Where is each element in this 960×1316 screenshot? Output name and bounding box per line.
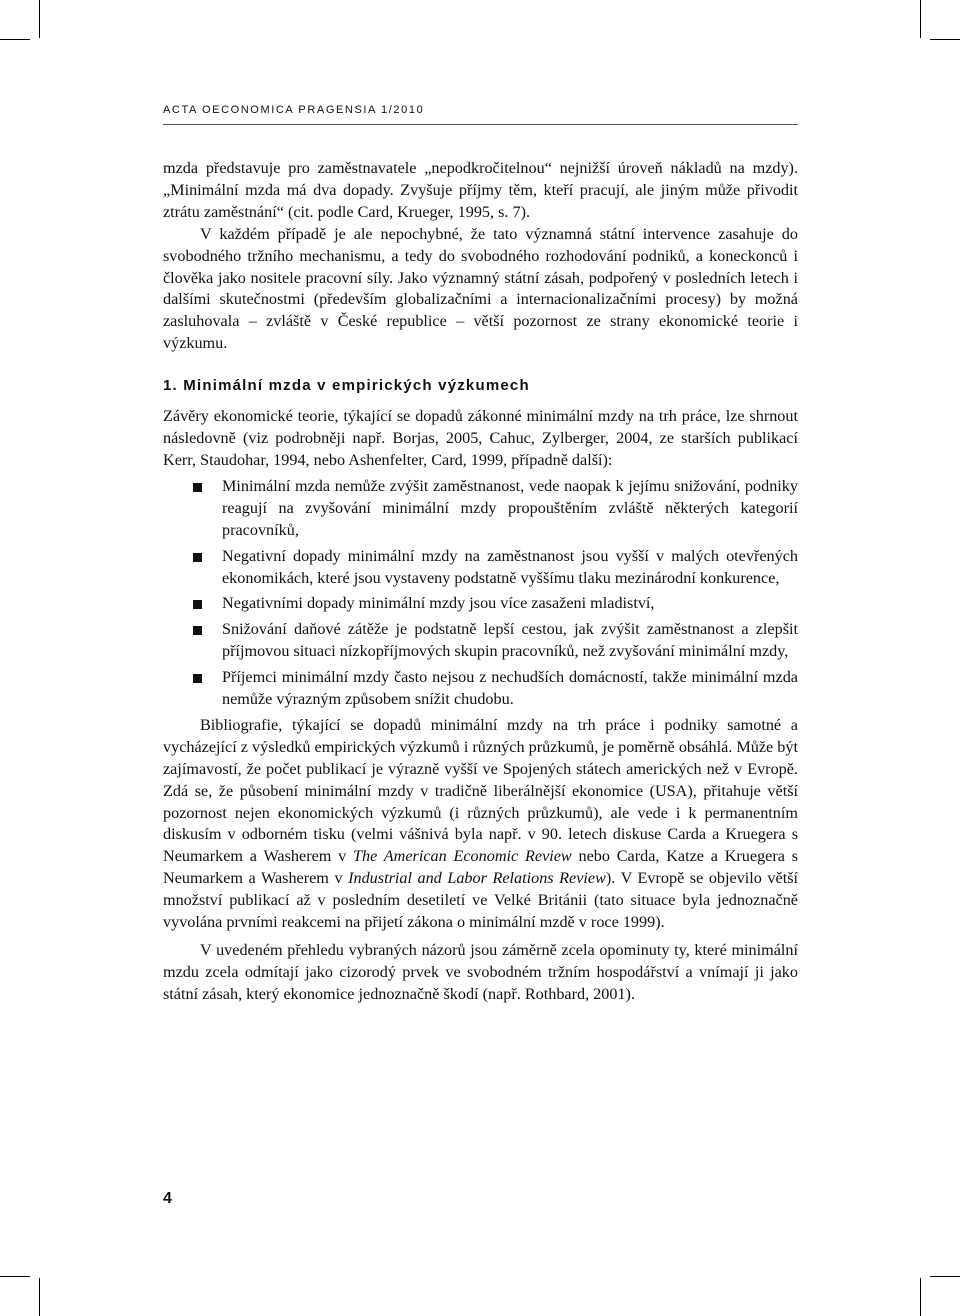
crop-mark (920, 0, 921, 38)
list-item: Negativními dopady minimální mzdy jsou více zasaženi mladiství, (163, 593, 798, 615)
square-bullet-icon (193, 553, 202, 562)
list-item: Minimální mzda nemůže zvýšit zaměstnanost, vede naopak k jejímu snižování, podniky reagují na zvyšování minimální mzdy propouštěním zvláště některých kategorií pracovníků, (163, 476, 798, 542)
running-header: ACTA OECONOMICA PRAGENSIA 1/2010 (163, 104, 425, 116)
square-bullet-icon (193, 674, 202, 683)
crop-mark (930, 39, 960, 40)
article-body (163, 158, 798, 1006)
square-bullet-icon (193, 483, 202, 492)
section-paragraph-2: Bibliografie, týkající se dopadů minimální mzdy na trh práce i podniky samotné a vycházející z výsledků empirických výzkumů i různých průzkumů, je poměrně obsáhlá. Může být zajímavostí, že počet publikací je výrazně vyšší ve Spojených státech amerických než v Evropě. Zdá se, že působení minimální mzdy v tradičně liberálnější ekonomice (USA), přitahuje větší pozornost nejen ekonomických výzkumů (i různých průzkumů), ale vede i k permanentním diskusím v odborném tisku (velmi vášnivá byla např. v 90. letech diskuse Carda a Kruegera s Neumarkem a Washerem v The American Economic Review nebo Carda, Katze a Kruegera s Neumarkem a Washerem v Industrial and Labor Relations Review). V Evropě se objevilo větší množství publikací až v posledním desetiletí ve Velké Británii (tato situace byla jednoznačně vyvolána prvními reakcemi na přijetí zákona o minimální mzdě v roce 1999). (163, 715, 799, 932)
page-number: 4 (163, 1190, 172, 1207)
section-paragraph-3: V uvedeném přehledu vybraných názorů jsou záměrně zcela opominuty ty, které minimální mzdu zcela odmítají jako cizorodý prvek ve svobodném tržním hospodářství a vnímají ji jako státní zásah, který ekonomice jednoznačně škodí (např. Rothbard, 2001). (163, 941, 798, 1003)
list-item: Příjemci minimální mzdy často nejsou z nechudších domácností, takže minimální mzda nemůže výrazným způsobem snížit chudobu. (163, 667, 798, 711)
journal-title: The American Economic Review (353, 847, 572, 866)
section-paragraph-1: Závěry ekonomické teorie, týkající se dopadů zákonné minimální mzdy na trh práce, lze shrnout následovně (viz podrobněji např. Borjas, 2005, Cahuc, Zylberger, 2004, ze starších publikací Kerr, Staudohar, 1994, nebo Ashenfelter, Card, 1999, případně další): (163, 407, 798, 469)
crop-mark (39, 0, 40, 38)
list-item: Negativní dopady minimální mzdy na zaměstnanost jsou vyšší v malých otevřených ekonomikách, které jsou vystaveny podstatně vyššímu tlaku mezinárodní konkurence, (163, 546, 798, 590)
list-item: Snižování daňové zátěže je podstatně lepší cestou, jak zvýšit zaměstnanost a zlepšit příjmovou situaci nízkopříjmových skupin pracovníků, než zvyšování minimální mzdy, (163, 619, 798, 663)
findings-list (163, 476, 798, 711)
square-bullet-icon (193, 626, 202, 635)
crop-mark (930, 1276, 960, 1277)
crop-mark (920, 1278, 921, 1316)
square-bullet-icon (193, 600, 202, 609)
crop-mark (39, 1278, 40, 1316)
crop-mark (0, 1276, 30, 1277)
crop-mark (0, 39, 30, 40)
intro-paragraph-2: V každém případě je ale nepochybné, že tato významná státní intervence zasahuje do svobodného tržního mechanismu, a tedy do svobodného rozhodování podniků, a koneckonců i člověka jako nositele pracovní síly. Jako významný státní zásah, podpořený v posledních letech i dalšími skutečnostmi (především globalizačními a internacionalizačními procesy) by možná zasluhovala – zvláště v České republice – větší pozornost ze strany ekonomické teorie i výzkumu. (163, 224, 798, 353)
journal-title: Industrial and Labor Relations Review (348, 869, 606, 888)
intro-paragraph-1: mzda představuje pro zaměstnavatele „nepodkročitelnou“ nejnižší úroveň nákladů na mzdy). „Minimální mzda má dva dopady. Zvyšuje příjmy těm, kteří pracují, ale jiným může přivodit ztrátu zaměstnání“ (cit. podle Card, Krueger, 1995, s. 7). (163, 159, 798, 221)
header-rule (163, 124, 798, 125)
section-heading: 1. Minimální mzda v empirických výzkumech (163, 377, 530, 395)
